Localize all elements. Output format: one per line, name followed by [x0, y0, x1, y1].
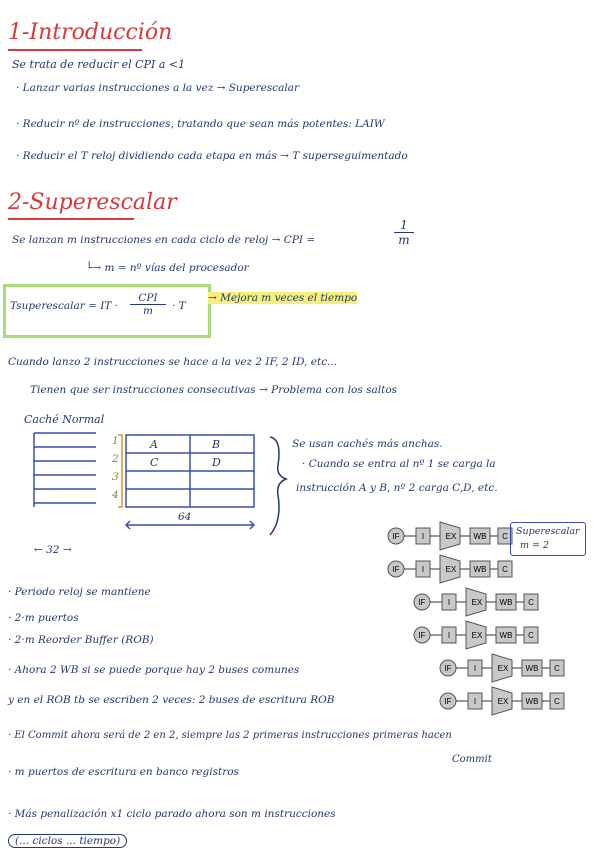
formula-rhs: · T — [172, 300, 186, 312]
section1-intro: Se trata de reducir el CPI a <1 — [12, 58, 186, 71]
bottom-bullet-4: · Ahora 2 WB si se puede porque hay 2 buses comunes — [8, 664, 300, 676]
pipeline-if-label: IF — [418, 598, 426, 607]
section2-consecutive: Tienen que ser instrucciones consecutivas → Problema con los saltos — [30, 384, 398, 396]
cache-side-width: ← 32 → — [34, 544, 72, 556]
pipeline-wb-label: WB — [499, 631, 513, 640]
pipeline-wb-label: WB — [525, 664, 539, 673]
pipeline-i-label: I — [447, 631, 451, 640]
pipeline-if-label: IF — [444, 697, 452, 706]
pipeline-i-label: I — [421, 565, 425, 574]
pipeline-c-label: C — [528, 598, 534, 607]
section1-underline — [8, 49, 142, 51]
formula-fraction — [130, 292, 166, 317]
cache-note-1: Se usan cachés más anchas. — [292, 438, 443, 450]
pipeline-wb-label: WB — [473, 532, 487, 541]
cache-note-3: instrucción A y B, nº 2 carga C,D, etc. — [296, 482, 498, 494]
pipeline-i-label: I — [473, 697, 477, 706]
bottom-bullet-6-cont: Commit — [452, 754, 492, 765]
pipeline-c-label: C — [502, 532, 508, 541]
cache-row-2: 2 — [112, 453, 119, 465]
section1-bullet-2: · Reducir nº de instrucciones, tratando que sean más potentes: LAIW — [16, 118, 385, 130]
section2-underline — [8, 218, 134, 220]
formula-den: m — [143, 305, 153, 317]
pipeline-c-label: C — [528, 631, 534, 640]
section2-when: Cuando lanzo 2 instrucciones se hace a la vez 2 IF, 2 ID, etc... — [8, 356, 338, 368]
pipeline-if-label: IF — [392, 565, 400, 574]
pipeline-if-label: IF — [392, 532, 400, 541]
formula-lhs: Tsuperescalar = IT · — [10, 300, 119, 312]
pipeline-i-label: I — [421, 532, 425, 541]
bottom-bullet-9: (... ciclos ... tiempo) — [8, 834, 127, 848]
pipeline-c-label: C — [502, 565, 508, 574]
pipeline-ex-label: EX — [471, 631, 483, 640]
bottom-bullet-6: · El Commit ahora será de 2 en 2, siempre las 2 primeras instrucciones primeras hacen — [8, 730, 452, 741]
cache-row-4: 4 — [112, 489, 119, 501]
formula-num: CPI — [138, 292, 158, 304]
pipeline-wb-label: WB — [473, 565, 487, 574]
pipeline-ex-label: EX — [497, 697, 509, 706]
pipeline-ex-label: EX — [471, 598, 483, 607]
pipeline-ex-label: EX — [445, 532, 457, 541]
pipeline-wb-label: WB — [499, 598, 513, 607]
section2-line2: └→ m = nº vías del procesador — [86, 262, 249, 274]
cache-width-label: 64 — [178, 511, 192, 523]
cache-row-1: 1 — [112, 435, 119, 447]
pipeline-if-label: IF — [418, 631, 426, 640]
pipeline-annotation-2: m = 2 — [520, 540, 550, 551]
bottom-bullet-7: · m puertos de escritura en banco registros — [8, 766, 239, 778]
formula-result — [208, 292, 357, 304]
pipeline-if-label: IF — [444, 664, 452, 673]
formula-result-highlight: → Mejora m veces el tiempo — [208, 292, 358, 304]
section1-title: 1-Introducción — [8, 20, 173, 45]
cache-cell-b: B — [212, 438, 221, 451]
pipeline-annotation-1: Superescalar — [516, 526, 580, 537]
cache-note-2: · Cuando se entra al nº 1 se carga la — [302, 458, 496, 470]
section1-bullet-1: · Lanzar varias instrucciones a la vez → Superescalar — [16, 82, 300, 94]
cache-cell-c: C — [150, 456, 159, 469]
section1-bullet-3: · Reducir el T reloj dividiendo cada etapa en más → T superseguimentado — [16, 150, 408, 162]
cache-side-width-value: 32 — [46, 544, 60, 556]
bottom-bullet-8: · Más penalización x1 ciclo parado ahora son m instrucciones — [8, 808, 336, 820]
cpi-fraction-den: m — [398, 233, 410, 247]
bottom-bullet-3: · 2·m Reorder Buffer (ROB) — [8, 634, 154, 646]
cpi-fraction — [394, 218, 414, 247]
pipeline-c-label: C — [554, 664, 560, 673]
pipeline-ex-label: EX — [497, 664, 509, 673]
pipeline-wb-label: WB — [525, 697, 539, 706]
cache-row-3: 3 — [112, 471, 119, 483]
cache-cell-d: D — [212, 456, 221, 469]
pipeline-i-label: I — [473, 664, 477, 673]
bottom-bullet-1: · Periodo reloj se mantiene — [8, 586, 151, 598]
bottom-bullet-2: · 2·m puertos — [8, 612, 79, 624]
bottom-bullet-5: y en el ROB tb se escriben 2 veces: 2 buses de escritura ROB — [8, 694, 335, 706]
pipeline-ex-label: EX — [445, 565, 457, 574]
section2-title: 2-Superescalar — [8, 190, 177, 215]
section2-line1: Se lanzan m instrucciones en cada ciclo de reloj → CPI = — [12, 234, 316, 246]
cache-cell-a: A — [150, 438, 158, 451]
cache-label: Caché Normal — [24, 413, 105, 426]
pipeline-c-label: C — [554, 697, 560, 706]
cpi-fraction-num: 1 — [400, 218, 408, 232]
pipeline-i-label: I — [447, 598, 451, 607]
